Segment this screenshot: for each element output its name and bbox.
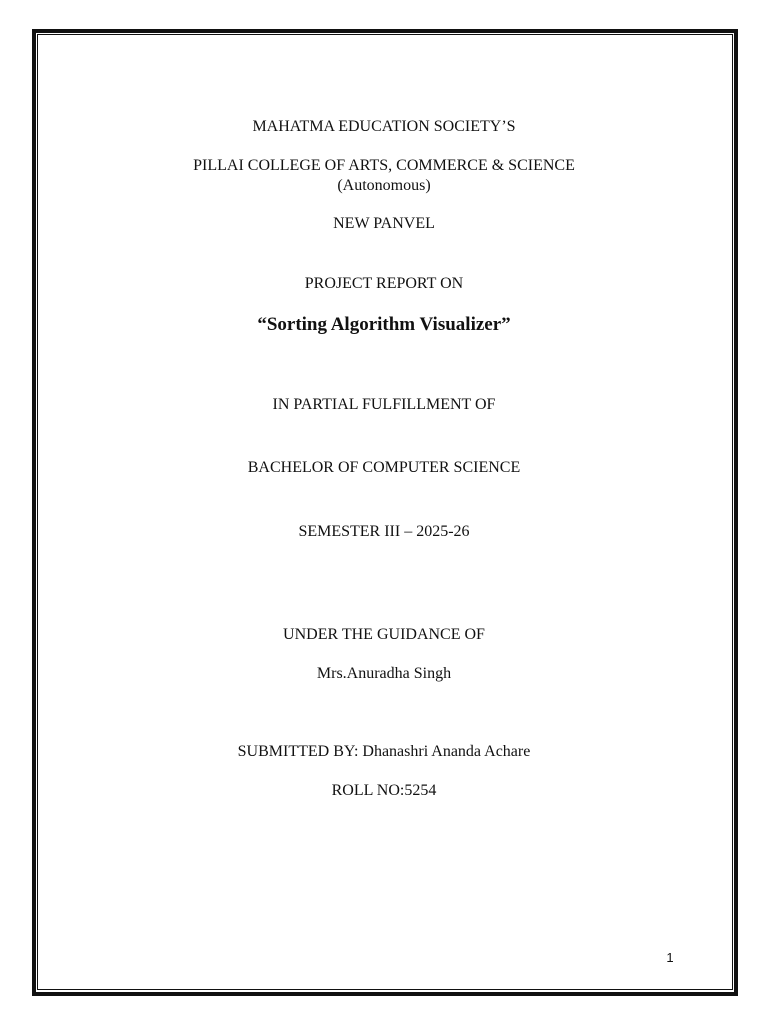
submitted-by: SUBMITTED BY: Dhanashri Ananda Achare [237,743,531,760]
fulfillment-text: IN PARTIAL FULFILLMENT OF [272,396,496,413]
degree-name: BACHELOR OF COMPUTER SCIENCE [247,459,521,476]
report-heading: PROJECT REPORT ON [304,275,464,292]
semester-info: SEMESTER III – 2025-26 [298,523,470,540]
autonomous-label: (Autonomous) [337,177,431,194]
guidance-heading: UNDER THE GUIDANCE OF [283,626,485,643]
college-name: PILLAI COLLEGE OF ARTS, COMMERCE & SCIENCE [193,157,575,174]
society-name: MAHATMA EDUCATION SOCIETY’S [252,118,516,135]
college-location: NEW PANVEL [333,215,435,232]
guide-name: Mrs.Anuradha Singh [316,665,452,682]
roll-number: ROLL NO:5254 [331,782,437,799]
page-number: 1 [666,950,674,965]
project-title: “Sorting Algorithm Visualizer” [257,314,511,335]
